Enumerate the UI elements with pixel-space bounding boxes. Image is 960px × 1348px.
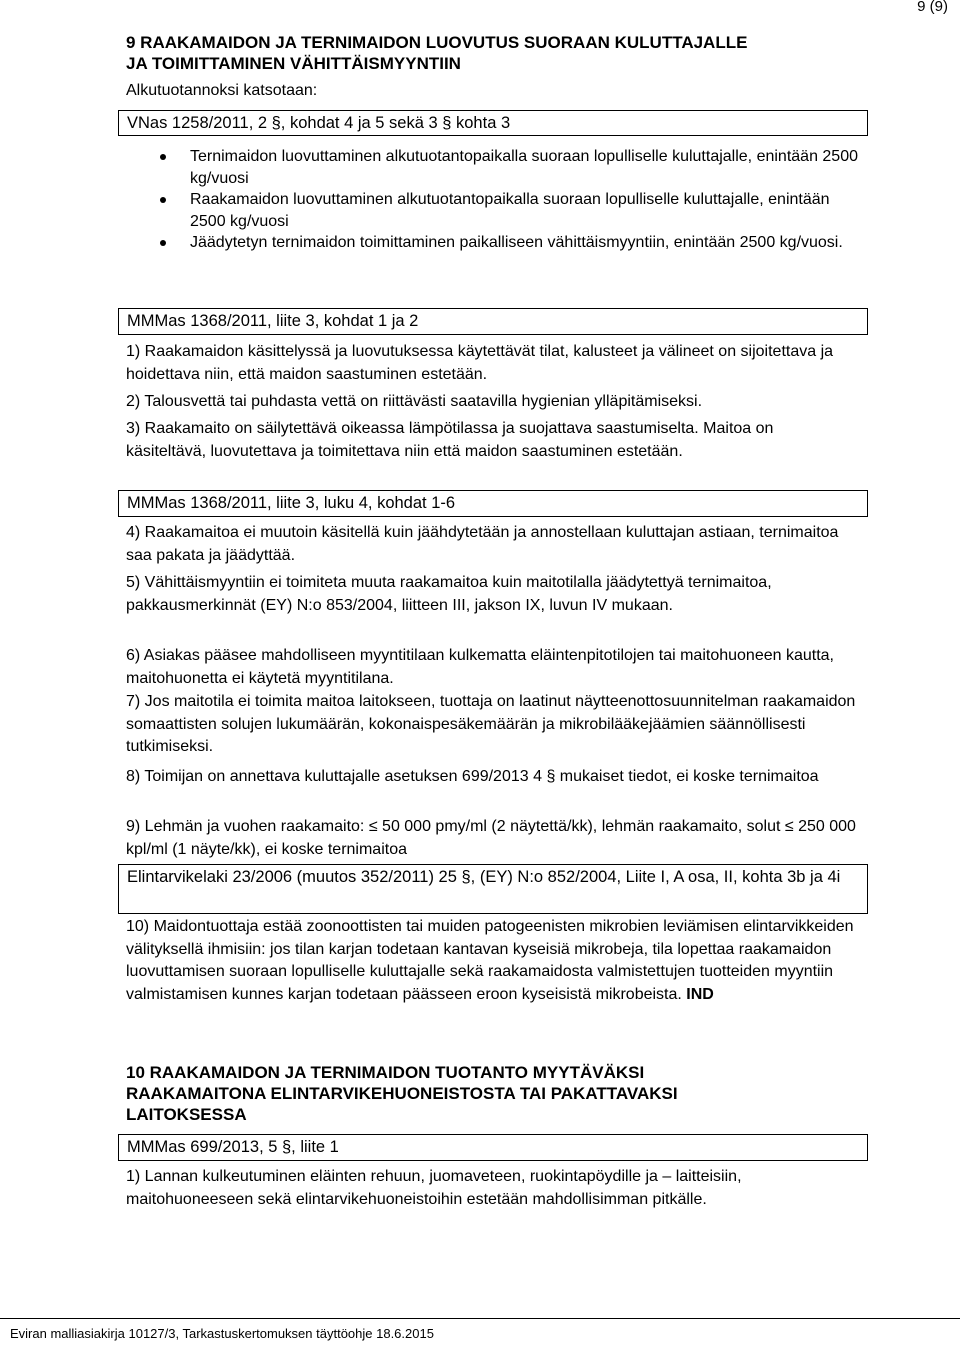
paragraph-6: 6) Asiakas pääsee mahdolliseen myyntitilaan kulkematta eläintenpitotilojen tai maitohuoneen kautta, maitohuonetta ei käytetä myyntitilana. [126, 647, 834, 687]
bullet-text: Jäädytetyn ternimaidon toimittaminen paikalliseen vähittäismyyntiin, enintään 2500 kg/vuosi. [190, 234, 843, 251]
regulation-box-mmmas-2: MMMas 1368/2011, liite 3, luku 4, kohdat 1-6 [118, 490, 868, 517]
paragraph-10-text: 10) Maidontuottaja estää zoonoottisten tai muiden patogeenisten mikrobien leviämisen elintarvikkeiden välityksellä ihmisiin: jos tilan karjan todetaan kantavan kyseisiä mikrobeja, tila lopettaa raakamaidon luovuttamisen suoraan lopulliselle kuluttajalle sekä raakamaidosta valmistettujen tuotteiden myyntiin valmistamisen kunnes karjan todetaan päässeen eroon kyseisistä mikrobeista. [126, 918, 854, 1003]
paragraph-7: 7) Jos maitotila ei toimita maitoa laitokseen, tuottaja on laatinut näytteenottosuunnitelman raakamaidon somaattisten solujen lukumäärän, kokonaispesäkemäärän ja mikrobilääkejäämien säännöllisesti tutkimiseksi. [126, 693, 856, 755]
paragraph-1: 1) Raakamaidon käsittelyssä ja luovutuksessa käytettävät tilat, kalusteet ja välineet on sijoitettava ja hoidettava niin, että maidon saastuminen estetään. [126, 343, 834, 383]
paragraph-5: 5) Vähittäismyyntiin ei toimiteta muuta raakamaitoa kuin maitotilalla jäädytettyä ternimaitoa, pakkausmerkinnät (EY) N:o 853/2004, liitteen III, jakson IX, luvun IV mukaan. [126, 574, 772, 614]
list-item [158, 232, 858, 254]
regulation-box-mmmas-699: MMMas 699/2013, 5 §, liite 1 [118, 1134, 868, 1161]
paragraph-10 [126, 916, 856, 1006]
regulation-box-elintarvikelaki: Elintarvikelaki 23/2006 (muutos 352/2011) 25 §, (EY) N:o 852/2004, Liite I, A osa, II, kohta 3b ja 4i [118, 864, 868, 914]
paragraph-3: 3) Raakamaito on säilytettävä oikeassa lämpötilassa ja suojattava saastumiselta. Maitoa on käsiteltävä, luovutettava ja toimitettava niin että maidon saastuminen estetään. [126, 420, 774, 460]
section-9-heading-line1: 9 RAAKAMAIDON JA TERNIMAIDON LUOVUTUS SUORAAN KULUTTAJALLE [126, 33, 748, 52]
footer-divider [0, 1318, 960, 1319]
list-item [158, 146, 858, 189]
bullet-icon [160, 197, 166, 203]
bullet-icon [160, 154, 166, 160]
paragraph-8: 8) Toimijan on annettava kuluttajalle asetuksen 699/2013 4 § mukaiset tiedot, ei koske ternimaitoa [126, 768, 819, 785]
paragraph-2: 2) Talousvettä tai puhdasta vettä on riittävästi saatavilla hygienian ylläpitämiseksi. [126, 393, 703, 410]
paragraph-9: 9) Lehmän ja vuohen raakamaito: ≤ 50 000 pmy/ml (2 näytettä/kk), lehmän raakamaito, solut ≤ 250 000 kpl/ml (1 näyte/kk), ei koske ternimaitoa [126, 818, 856, 858]
bullet-text: Ternimaidon luovuttaminen alkutuotantopaikalla suoraan lopulliselle kuluttajalle, enintään 2500 kg/vuosi [190, 148, 858, 187]
bullet-list [158, 146, 858, 254]
section-9-heading [126, 32, 747, 74]
section-10-paragraph-1: 1) Lannan kulkeutuminen eläinten rehuun, juomaveteen, ruokintapöydille ja – laitteisiin, maitohuoneeseen sekä elintarvikehuoneistoihin estetään mahdollisimman pitkälle. [126, 1168, 742, 1208]
regulation-box-mmmas-1: MMMas 1368/2011, liite 3, kohdat 1 ja 2 [118, 308, 868, 335]
section-9-heading-line2: JA TOIMITTAMINEN VÄHITTÄISMYYNTIIN [126, 54, 461, 73]
footer-text: Eviran malliasiakirja 10127/3, Tarkastuskertomuksen täyttöohje 18.6.2015 [10, 1326, 434, 1341]
section-10-heading-line3: LAITOKSESSA [126, 1105, 247, 1124]
bullet-icon [160, 240, 166, 246]
paragraph-10-tag: IND [686, 985, 714, 1003]
regulation-box-vnas: VNas 1258/2011, 2 §, kohdat 4 ja 5 sekä 3 § kohta 3 [118, 110, 868, 136]
bullet-text: Raakamaidon luovuttaminen alkutuotantopaikalla suoraan lopulliselle kuluttajalle, enintään 2500 kg/vuosi [190, 191, 830, 230]
section-9-subtitle: Alkutuotannoksi katsotaan: [126, 82, 318, 99]
paragraph-4: 4) Raakamaitoa ei muutoin käsitellä kuin jäähdytetään ja annostellaan kuluttajan astiaan, ternimaitoa saa pakata ja jäädyttää. [126, 524, 839, 564]
page-number: 9 (9) [917, 0, 948, 15]
section-10-heading-line1: 10 RAAKAMAIDON JA TERNIMAIDON TUOTANTO MYYTÄVÄKSI [126, 1063, 645, 1082]
list-item [158, 189, 858, 232]
section-10-heading-line2: RAAKAMAITONA ELINTARVIKEHUONEISTOSTA TAI PAKATTAVAKSI [126, 1084, 678, 1103]
section-10-heading [126, 1062, 678, 1125]
